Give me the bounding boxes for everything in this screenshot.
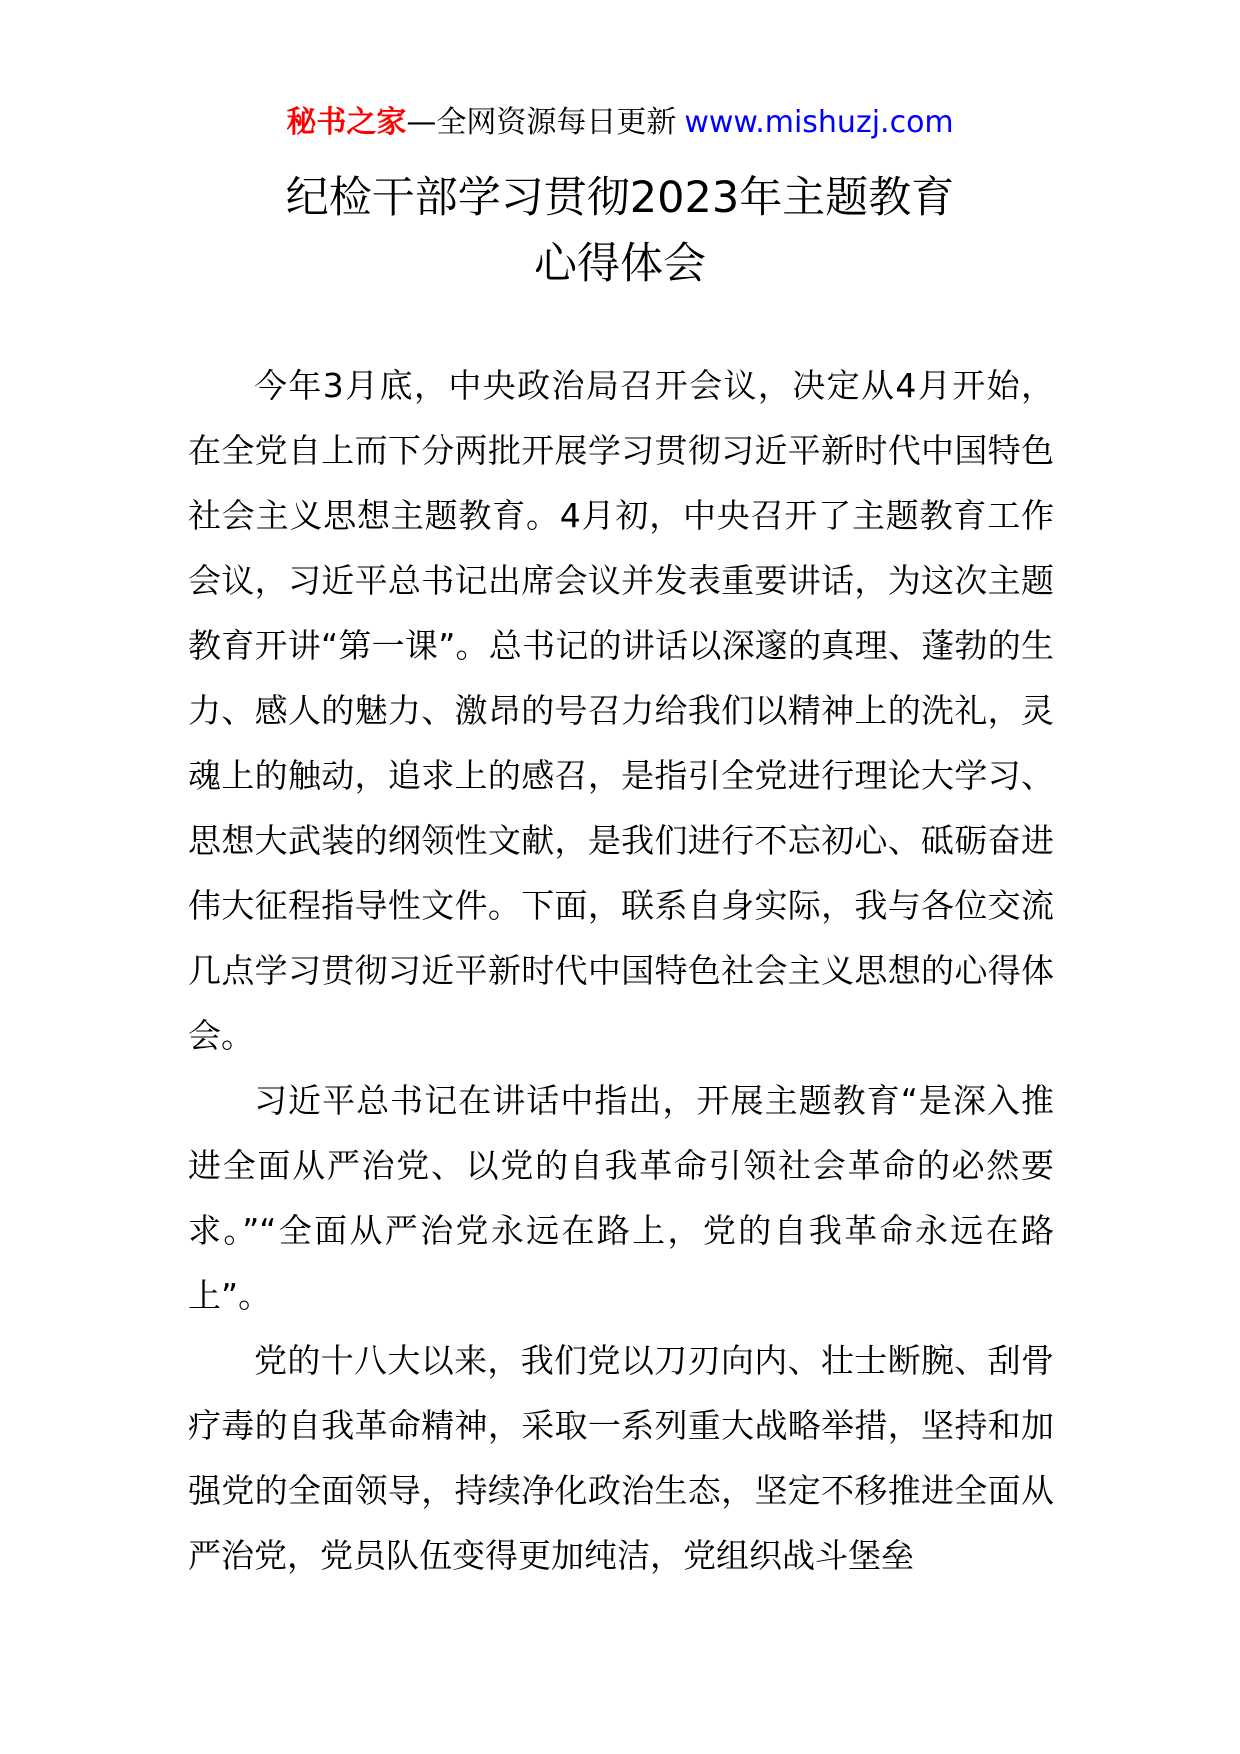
title-line-1: 纪检干部学习贯彻2023年主题教育 [285, 173, 955, 223]
paragraph-3: 党的十八大以来，我们党以刀刃向内、壮士断腕、刮骨疗毒的自我革命精神，采取一系列重大战略举措，坚持和加强党的全面领导，持续净化政治生态，坚定不移推进全面从严治党，党员队伍变得更加纯洁，党组织战斗堡垒 [188, 1341, 1054, 1575]
document-title [0, 165, 1240, 297]
site-url-link[interactable]: www.mishuzj.com [684, 105, 954, 140]
site-slogan: —全网资源每日更新 [406, 105, 677, 140]
paragraph-1: 今年3月底，中央政治局召开会议，决定从4月开始，在全党自上而下分两批开展学习贯彻习近平新时代中国特色社会主义思想主题教育。4月初，中央召开了主题教育工作会议，习近平总书记出席会议并发表重要讲话，为这次主题教育开讲“第一课”。总书记的讲话以深邃的真理、蓬勃的生力、感人的魅力、激昂的号召力给我们以精神上的洗礼，灵魂上的触动，追求上的感召，是指引全党进行理论大学习、思想大武装的纲领性文献，是我们进行不忘初心、砥砺奋进伟大征程指导性文件。下面，联系自身实际，我与各位交流几点学习贯彻习近平新时代中国特色社会主义思想的心得体会。 [188, 366, 1054, 1055]
site-brand: 秘书之家 [286, 105, 407, 140]
site-header [0, 103, 1240, 143]
document-body [188, 353, 1054, 1588]
paragraph-2: 习近平总书记在讲话中指出，开展主题教育“是深入推进全面从严治党、以党的自我革命引领社会革命的必然要求。”“全面从严治党永远在路上，党的自我革命永远在路上”。 [188, 1081, 1054, 1315]
title-line-2: 心得体会 [534, 239, 706, 289]
